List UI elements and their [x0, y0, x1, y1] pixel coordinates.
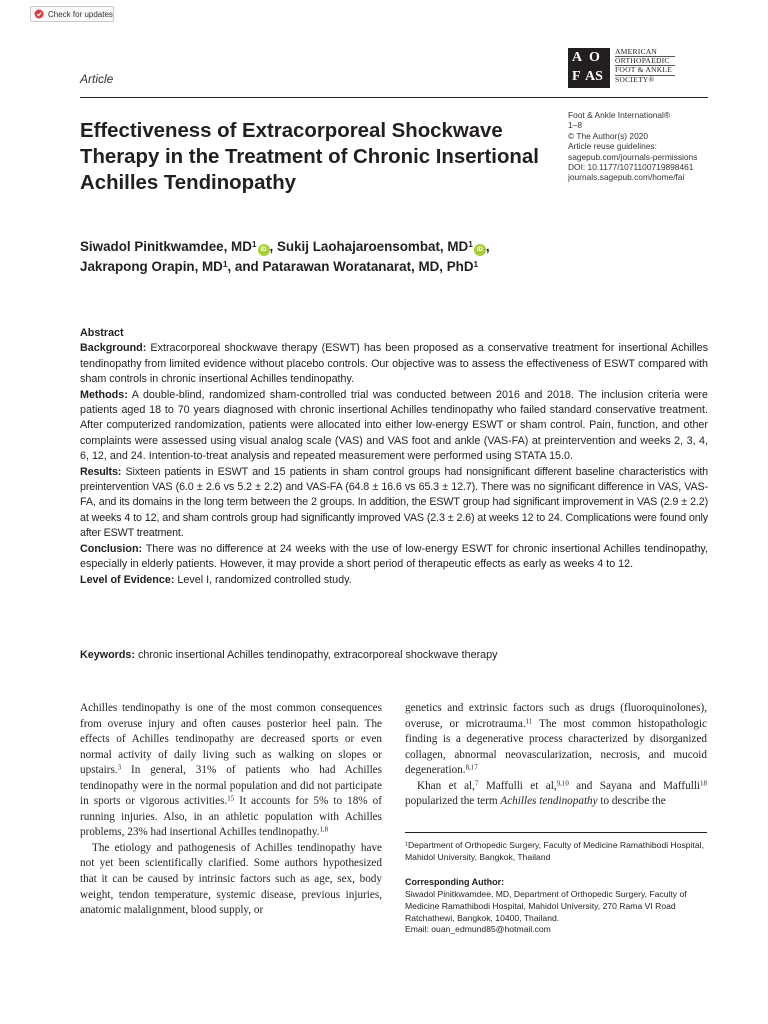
section-text: Extracorporeal shockwave therapy (ESWT) has been proposed as a conservative treatment for insertional Achilles tendinopathy from limited evidence without placebo controls. Our objective was to assess the effectiveness of ESWT compared with sham controls in chronic insertional Achilles tendinopathy. [80, 342, 708, 386]
logo-letter: O [589, 50, 600, 65]
section-label: Results: [80, 465, 122, 478]
body-column-left [80, 701, 382, 919]
reuse-label: Article reuse guidelines: [568, 141, 657, 152]
copyright: © The Author(s) 2020 [568, 130, 649, 141]
journal-name: Foot & Ankle International® [568, 110, 671, 120]
society-line: SOCIETY® [615, 74, 655, 84]
section-text: There was no difference at 24 weeks with the use of low-energy ESWT for chronic insertional Achilles tendinopathy, especially in elderly patients. However, it may provide a short period of therapeutic effects as early as weeks 4 to 12. [80, 542, 708, 571]
citation-ref[interactable]: 18 [700, 779, 707, 788]
journal-info [568, 110, 718, 183]
affiliation-mark: 1 [468, 238, 473, 249]
section-label: Conclusion: [80, 542, 143, 555]
text-run: It accounts for 5% to 18% of running injuries. Also, in an athletic population with Achilles problems, 23% had insertional Achilles tendinopathy. [80, 795, 382, 839]
abstract-level-of-evidence [80, 573, 708, 588]
author-separator: , [269, 239, 277, 254]
body-paragraph [405, 701, 707, 779]
section-label: Level of Evidence: [80, 573, 175, 586]
author-separator: , [485, 239, 490, 254]
body-paragraph [405, 779, 707, 810]
logo-letter: AS [585, 69, 603, 84]
abstract-background [80, 341, 708, 387]
logo-letter: A [572, 50, 583, 65]
doi[interactable]: DOI: 10.1177/1071100719898461 [568, 162, 694, 173]
text-run: The most common histopathologic finding is a degenerative process characterized by disorganized collagen, abnormal neovascularization, necrosis, and mucoid degeneration. [405, 717, 707, 777]
orcid-icon[interactable]: iD [258, 244, 270, 256]
affiliation-mark: 1 [473, 258, 479, 269]
footnote-rule [405, 832, 707, 833]
emphasized-term: Achilles tendinopathy [500, 795, 598, 808]
abstract-results [80, 465, 708, 542]
affiliation-mark: 1 [251, 238, 257, 249]
society-line: ORTHOPAEDIC [615, 57, 675, 66]
body-column-right [405, 701, 707, 810]
citation-ref[interactable]: 3 [117, 763, 122, 772]
abstract [80, 326, 708, 588]
society-line: FOOT & ANKLE [615, 66, 675, 75]
keywords [80, 648, 708, 662]
affiliation-footnote [405, 840, 710, 864]
text-run: Achilles tendinopathy is one of the most common consequences from overuse injury and often causes posterior heel pain. The effects of Achilles tendinopathy are decreased sports or even normal activity of daily living such as walking on slopes or upstairs. [80, 702, 382, 777]
check-for-updates-label: Check for updates [48, 9, 113, 19]
author-name: Sukij Laohajaroensombat, MD [276, 239, 469, 254]
logo-letter: F [572, 69, 581, 84]
section-label: Methods: [80, 388, 128, 401]
permissions-link[interactable]: sagepub.com/journals-permissions [568, 151, 698, 162]
text-run: Maffulli et al, [478, 779, 557, 792]
section-text: Sixteen patients in ESWT and 15 patients in sham control groups had nonsignificant different baseline characteristics with preintervention VAS (6.0 ± 2.6 vs 5.2 ± 2.2) and VAS-FA (64.8 ± 16.6 vs 65.3 ± 12.7). There was no significant difference in VAS, VAS-FA, and its domains in the long term between the 2 groups. In addition, the ESWT group had significant improvement in VAS (2.9 ± 2.2) at weeks 4 to 12, and sham controls group had significantly improved VAS (2.3 ± 2.6) at weeks 12 to 24. Complications were found only after ESWT treatment. [80, 465, 708, 540]
citation-ref[interactable]: 7 [474, 779, 479, 788]
affiliation-text: Department of Orthopedic Surgery, Faculty of Medicine Ramathibodi Hospital, Mahidol University, Bangkok, Thailand [405, 840, 704, 862]
text-run: to describe the [597, 795, 666, 808]
society-line: AMERICAN [615, 48, 675, 57]
citation-ref[interactable]: 15 [227, 794, 235, 803]
affiliation-mark: 1 [222, 258, 228, 269]
affiliation-mark: 1 [405, 841, 408, 848]
abstract-heading: Abstract [80, 327, 124, 339]
society-name [615, 48, 675, 84]
keywords-label: Keywords: [80, 649, 135, 661]
citation-ref[interactable]: 8,17 [465, 763, 478, 772]
aofas-logo [568, 48, 708, 90]
text-run: In general, 31% of patients who had Achilles tendinopathy were in the normal population and did not participate in sports or vigorous activities. [80, 764, 382, 808]
text-run: and Sayana and Maffulli [568, 779, 701, 792]
body-paragraph [80, 701, 382, 841]
author-name: Jakrapong Orapin, MD [80, 259, 223, 274]
article-type-label: Article [80, 72, 114, 86]
corresponding-author-email[interactable]: Email: ouan_edmund85@hotmail.com [405, 924, 551, 935]
author-name: Siwadol Pinitkwamdee, MD [80, 239, 252, 254]
journal-home-link[interactable]: journals.sagepub.com/home/fai [568, 172, 685, 183]
citation-ref[interactable]: 9,10 [556, 779, 569, 788]
footnotes [405, 840, 710, 936]
check-for-updates-button[interactable] [30, 6, 114, 22]
abstract-conclusion [80, 542, 708, 573]
author-separator: , and [227, 259, 263, 274]
section-text: Level I, randomized controlled study. [177, 573, 352, 586]
abstract-methods [80, 388, 708, 465]
orcid-icon[interactable]: iD [474, 244, 486, 256]
corresponding-author-address: Siwadol Pinitkwamdee, MD, Department of Orthopedic Surgery, Faculty of Medicine Ramathibodi Hospital, Mahidol University, 270 Rama VI Road Ratchathewi, Bangkok, 10400, Thailand. [405, 888, 687, 923]
author-name: Patarawan Woratanarat, MD, PhD [262, 259, 474, 274]
text-run: Khan et al, [417, 779, 475, 792]
article-title: Effectiveness of Extracorporeal Shockwave Therapy in the Treatment of Chronic Insertional Achilles Tendinopathy [80, 120, 539, 194]
author-list [80, 237, 640, 277]
aofas-logo-mark [568, 48, 610, 88]
text-run: genetics and extrinsic factors such as drugs (fluoroquinolones), overuse, or microtrauma. [405, 702, 707, 730]
section-label: Background: [80, 342, 147, 355]
header-rule [80, 97, 708, 98]
citation-ref[interactable]: 11 [525, 717, 533, 726]
check-for-updates-icon [34, 9, 44, 19]
corresponding-author-heading: Corresponding Author: [405, 876, 505, 887]
section-text: A double-blind, randomized sham-controlled trial was conducted between 2016 and 2018. The inclusion criteria were patients aged 18 to 70 years diagnosed with chronic insertional Achilles tendinopathy who failed standard conservative treatment. After computerized randomization, patients were allocated into either low-energy ESWT or sham control. Pain, function, and other complaints were assessed using visual analog scale (VAS) and VAS foot and ankle (VAS-FA) at preintervention and weeks 2, 3, 4, 6, 12, and 24. Intention-to-treat analysis and repeated measurement were performed using STATA 15.0. [80, 388, 708, 463]
citation-ref[interactable]: 1,8 [319, 825, 329, 834]
body-paragraph: The etiology and pathogenesis of Achilles tendinopathy have not yet been scientifically clarified. Some authors hypothesized that it can be caused by intrinsic factors such as age, sex, body weight, tendon temperature, systemic disease, previous injuries, anatomic malalignment, blood supply, or [80, 841, 382, 917]
page-range: 1–8 [568, 120, 582, 131]
text-run: popularized the term [405, 795, 501, 808]
keywords-text: chronic insertional Achilles tendinopathy, extracorporeal shockwave therapy [137, 649, 498, 661]
